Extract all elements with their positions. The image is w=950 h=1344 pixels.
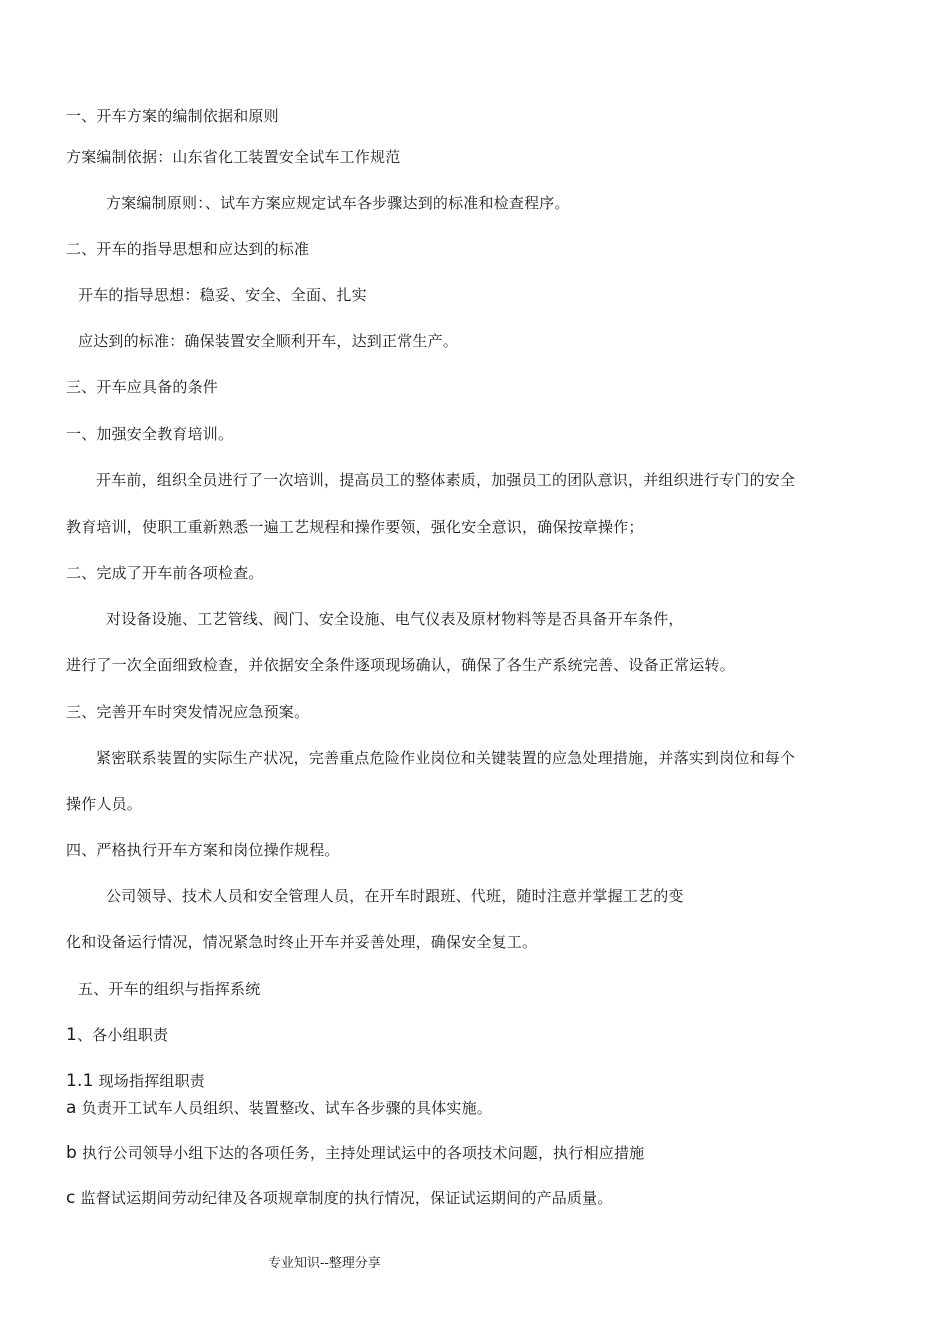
subheading: 一、加强安全教育培训。 bbox=[66, 425, 234, 443]
paragraph: 进行了一次全面细致检查，并依据安全条件逐项现场确认，确保了各生产系统完善、设备正常运转。 bbox=[66, 656, 735, 674]
list-marker: a bbox=[66, 1098, 77, 1118]
heading-3: 三、开车应具备的条件 bbox=[66, 378, 219, 396]
paragraph: 开车的指导思想：稳妥、安全、全面、扎实 bbox=[78, 286, 367, 304]
list-text: 负责开工试车人员组织、装置整改、试车各步骤的具体实施。 bbox=[76, 1099, 492, 1117]
paragraph: 方案编制原则：、试车方案应规定试车各步骤达到的标准和检查程序。 bbox=[106, 194, 570, 212]
subsection-number: 1.1 bbox=[66, 1071, 94, 1091]
subheading: 三、完善开车时突发情况应急预案。 bbox=[66, 703, 310, 721]
section-title: 、各小组职责 bbox=[77, 1026, 169, 1044]
paragraph: 应达到的标准：确保装置安全顺利开车，达到正常生产。 bbox=[78, 332, 459, 350]
list-item bbox=[66, 1098, 492, 1118]
paragraph: 公司领导、技术人员和安全管理人员，在开车时跟班、代班，随时注意并掌握工艺的变 bbox=[106, 887, 684, 905]
subheading: 四、严格执行开车方案和岗位操作规程。 bbox=[66, 841, 340, 859]
paragraph: 方案编制依据：山东省化工装置安全试车工作规范 bbox=[66, 148, 401, 166]
list-marker: c bbox=[66, 1188, 76, 1208]
page-footer: 专业知识--整理分享 bbox=[268, 1256, 381, 1271]
section-number: 1 bbox=[66, 1025, 78, 1045]
heading-5: 五、开车的组织与指挥系统 bbox=[78, 980, 261, 998]
paragraph: 紧密联系装置的实际生产状况，完善重点危险作业岗位和关键装置的应急处理措施，并落实到岗位和每个 bbox=[96, 749, 796, 767]
paragraph: 开车前，组织全员进行了一次培训，提高员工的整体素质，加强员工的团队意识，并组织进行专门的安全 bbox=[96, 471, 796, 489]
paragraph: 化和设备运行情况，情况紧急时终止开车并妥善处理，确保安全复工。 bbox=[66, 933, 538, 951]
list-text: 执行公司领导小组下达的各项任务，主持处理试运中的各项技术问题，执行相应措施 bbox=[77, 1144, 645, 1162]
heading-2: 二、开车的指导思想和应达到的标准 bbox=[66, 240, 310, 258]
list-item bbox=[66, 1143, 644, 1163]
subheading: 二、完成了开车前各项检查。 bbox=[66, 564, 264, 582]
paragraph: 对设备设施、工艺管线、阀门、安全设施、电气仪表及原材物料等是否具备开车条件， bbox=[106, 610, 684, 628]
paragraph: 操作人员。 bbox=[66, 795, 143, 813]
subsection-title: 现场指挥组职责 bbox=[93, 1072, 206, 1090]
section-heading bbox=[66, 1025, 168, 1045]
subsection-heading bbox=[66, 1071, 205, 1091]
heading-1: 一、开车方案的编制依据和原则 bbox=[66, 107, 279, 125]
list-marker: b bbox=[66, 1143, 77, 1163]
list-text: 监督试运期间劳动纪律及各项规章制度的执行情况，保证试运期间的产品质量。 bbox=[75, 1189, 613, 1207]
paragraph: 教育培训，使职工重新熟悉一遍工艺规程和操作要领，强化安全意识，确保按章操作； bbox=[66, 518, 644, 536]
list-item bbox=[66, 1188, 613, 1208]
